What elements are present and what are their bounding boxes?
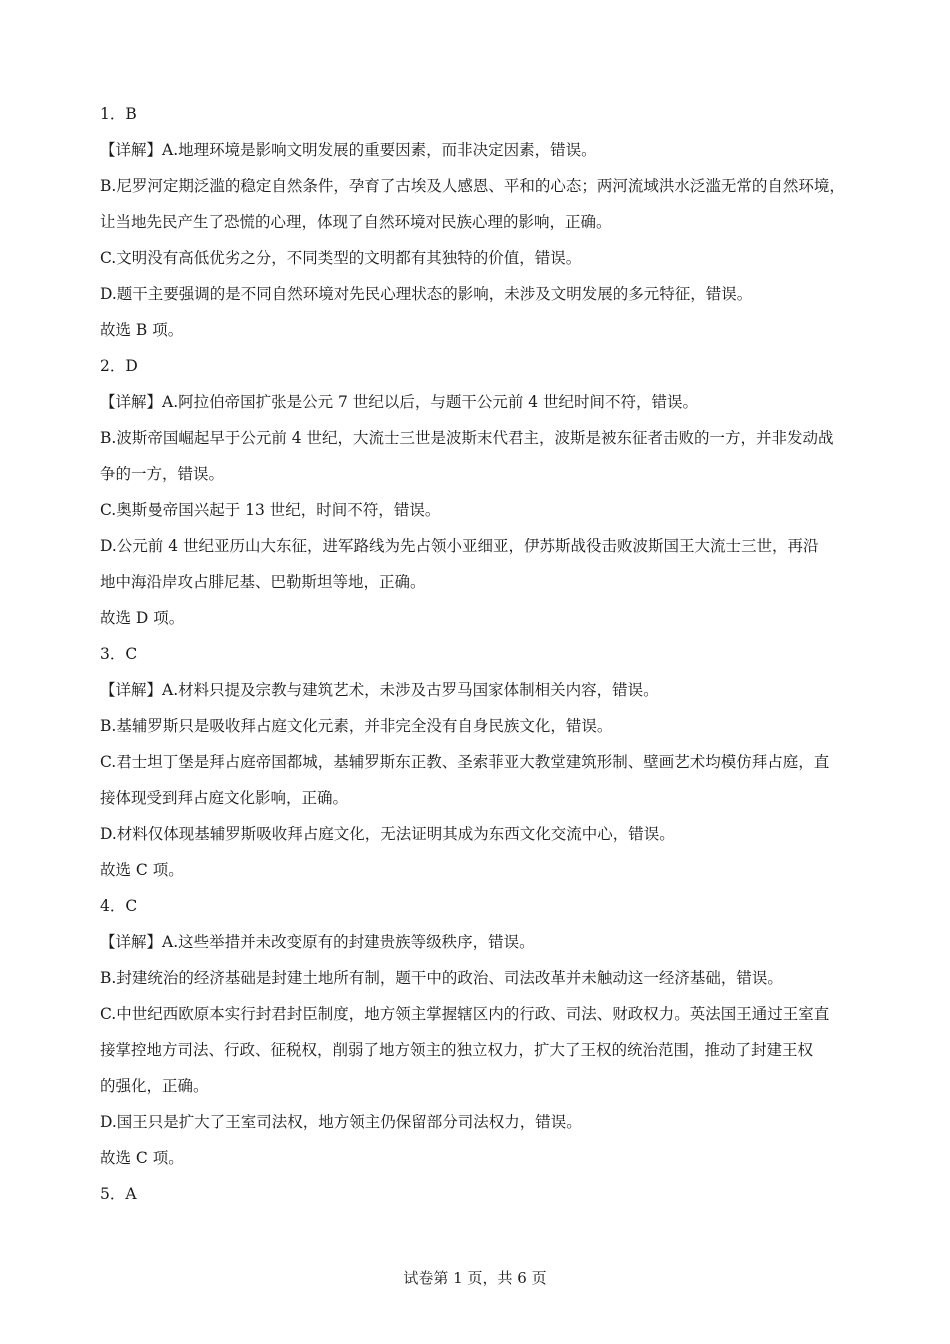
explanation-line: C.文明没有高低优劣之分，不同类型的文明都有其独特的价值，错误。 — [100, 249, 582, 267]
explanation-line: 【详解】A.这些举措并未改变原有的封建贵族等级秩序，错误。 — [100, 933, 535, 951]
explanation-line: D.题干主要强调的是不同自然环境对先民心理状态的影响，未涉及文明发展的多元特征，错误。 — [100, 285, 753, 303]
page-footer: 试卷第 1 页，共 6 页 — [403, 1269, 547, 1287]
explanation-line: 【详解】A.材料只提及宗教与建筑艺术，未涉及古罗马国家体制相关内容，错误。 — [100, 681, 659, 699]
conclusion-line: 故选 D 项。 — [100, 609, 185, 627]
explanation-line: D.材料仅体现基辅罗斯吸收拜占庭文化，无法证明其成为东西文化交流中心，错误。 — [100, 825, 675, 843]
explanation-line: B.基辅罗斯只是吸收拜占庭文化元素，并非完全没有自身民族文化，错误。 — [100, 717, 613, 735]
answer-number: 1．B — [100, 105, 137, 123]
conclusion-line: 故选 B 项。 — [100, 321, 184, 339]
answer-number: 2．D — [100, 357, 138, 375]
explanation-line: B.尼罗河定期泛滥的稳定自然条件，孕育了古埃及人感恩、平和的心态；两河流域洪水泛滥无常的自然环境， — [100, 177, 845, 195]
answer-number: 4．C — [100, 897, 138, 915]
explanation-line: C.君士坦丁堡是拜占庭帝国都城，基辅罗斯东正教、圣索菲亚大教堂建筑形制、壁画艺术均模仿拜占庭，直 — [100, 753, 830, 771]
explanation-line: B.封建统治的经济基础是封建土地所有制，题干中的政治、司法改革并未触动这一经济基础，错误。 — [100, 969, 783, 987]
explanation-line: 【详解】A.阿拉伯帝国扩张是公元 7 世纪以后，与题干公元前 4 世纪时间不符，错误。 — [100, 393, 699, 411]
answer-number: 3．C — [100, 645, 138, 663]
answer-number: 5．A — [100, 1185, 137, 1203]
explanation-line: 接体现受到拜占庭文化影响，正确。 — [100, 789, 349, 807]
explanation-line: C.中世纪西欧原本实行封君封臣制度，地方领主掌握辖区内的行政、司法、财政权力。英法国王通过王室直 — [100, 1005, 830, 1023]
explanation-line: D.公元前 4 世纪亚历山大东征，进军路线为先占领小亚细亚，伊苏斯战役击败波斯国王大流士三世，再沿 — [100, 537, 819, 555]
explanation-line: 让当地先民产生了恐慌的心理，体现了自然环境对民族心理的影响，正确。 — [100, 213, 612, 231]
conclusion-line: 故选 C 项。 — [100, 861, 184, 879]
answer-content — [100, 96, 860, 1212]
explanation-line: B.波斯帝国崛起早于公元前 4 世纪，大流士三世是波斯末代君主，波斯是被东征者击败的一方，并非发动战 — [100, 429, 834, 447]
explanation-line: D.国王只是扩大了王室司法权，地方领主仍保留部分司法权力，错误。 — [100, 1113, 582, 1131]
explanation-line: 的强化，正确。 — [100, 1077, 209, 1095]
explanation-line: 争的一方，错误。 — [100, 465, 225, 483]
explanation-line: C.奥斯曼帝国兴起于 13 世纪，时间不符，错误。 — [100, 501, 441, 519]
explanation-line: 地中海沿岸攻占腓尼基、巴勒斯坦等地，正确。 — [100, 573, 426, 591]
explanation-line: 【详解】A.地理环境是影响文明发展的重要因素，而非决定因素，错误。 — [100, 141, 597, 159]
conclusion-line: 故选 C 项。 — [100, 1149, 184, 1167]
explanation-line: 接掌控地方司法、行政、征税权，削弱了地方领主的独立权力，扩大了王权的统治范围，推动了封建王权 — [100, 1041, 814, 1059]
